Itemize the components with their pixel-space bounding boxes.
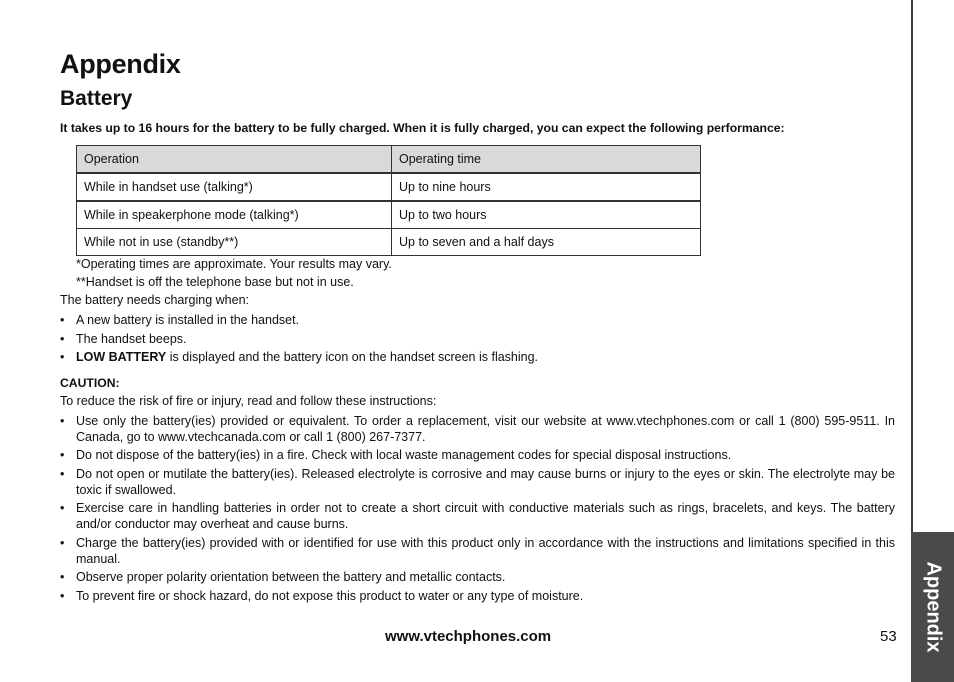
bullet-glyph: • xyxy=(60,448,65,462)
intro-text: It takes up to 16 hours for the battery to be fully charged. When it is fully charged, you can expect the following performance: xyxy=(60,121,785,135)
side-rule xyxy=(911,0,913,532)
table-cell: While in handset use (talking*) xyxy=(77,173,392,201)
list-item: • To prevent fire or shock hazard, do not expose this product to water or any type of moisture. xyxy=(60,589,584,603)
list-item: • Observe proper polarity orientation between the battery and metallic contacts. xyxy=(60,570,506,584)
page-number: 53 xyxy=(880,628,897,645)
table-note: **Handset is off the telephone base but not in use. xyxy=(76,275,354,289)
bullet-glyph: • xyxy=(60,589,65,603)
bullet-glyph: • xyxy=(60,414,65,428)
table-cell: Up to two hours xyxy=(392,201,701,229)
low-battery-label: LOW BATTERY xyxy=(76,350,167,364)
page-title: Appendix xyxy=(60,49,181,79)
bullet-glyph: • xyxy=(60,350,65,364)
table-cell: Up to nine hours xyxy=(392,173,701,201)
caution-intro: To reduce the risk of fire or injury, read and follow these instructions: xyxy=(60,394,437,408)
performance-table xyxy=(76,145,701,256)
list-item: • Exercise care in handling batteries in order not to create a short circuit with conductive materials such as rings, bracelets, and keys. The battery and/or conductor may overheat and cause burns. xyxy=(60,501,895,531)
bullet-glyph: • xyxy=(60,313,65,327)
bullet-glyph: • xyxy=(60,536,65,550)
list-item: • Use only the battery(ies) provided or equivalent. To order a replacement, visit our website at www.vtechphones.com or call 1 (800) 595-9511. In Canada, go to www.vtechcanada.com or call 1 (800) 267-7377. xyxy=(60,414,895,444)
section-title: Battery xyxy=(60,87,133,110)
charging-intro: The battery needs charging when: xyxy=(60,293,250,307)
bullet-glyph: • xyxy=(60,467,65,481)
table-cell: While not in use (standby**) xyxy=(77,229,392,256)
list-item: • A new battery is installed in the handset. xyxy=(60,313,300,327)
table-header: Operating time xyxy=(392,146,701,174)
table-note: *Operating times are approximate. Your results may vary. xyxy=(76,257,392,271)
list-item: • LOW BATTERY is displayed and the battery icon on the handset screen is flashing. xyxy=(60,350,539,364)
table-row xyxy=(77,173,701,201)
footer-url[interactable]: www.vtechphones.com xyxy=(385,628,552,645)
list-item: • Do not dispose of the battery(ies) in a fire. Check with local waste management codes for special disposal instructions. xyxy=(60,448,732,462)
table-cell: Up to seven and a half days xyxy=(392,229,701,256)
table-header-row xyxy=(77,146,701,174)
bullet-glyph: • xyxy=(60,501,65,515)
bullet-glyph: • xyxy=(60,570,65,584)
caution-heading: CAUTION: xyxy=(60,376,120,390)
side-tab xyxy=(911,532,954,682)
table-header: Operation xyxy=(77,146,392,174)
list-item: • The handset beeps. xyxy=(60,332,187,346)
table-row xyxy=(77,201,701,229)
list-item: • Charge the battery(ies) provided with or identified for use with this product only in accordance with the instructions and limitations specified in this manual. xyxy=(60,536,895,566)
list-item: • Do not open or mutilate the battery(ies). Released electrolyte is corrosive and may cause burns or injury to the eyes or skin. The electrolyte may be toxic if swallowed. xyxy=(60,467,895,497)
bullet-glyph: • xyxy=(60,332,65,346)
table-row xyxy=(77,229,701,256)
table-cell: While in speakerphone mode (talking*) xyxy=(77,201,392,229)
side-tab-label: Appendix xyxy=(922,561,944,653)
